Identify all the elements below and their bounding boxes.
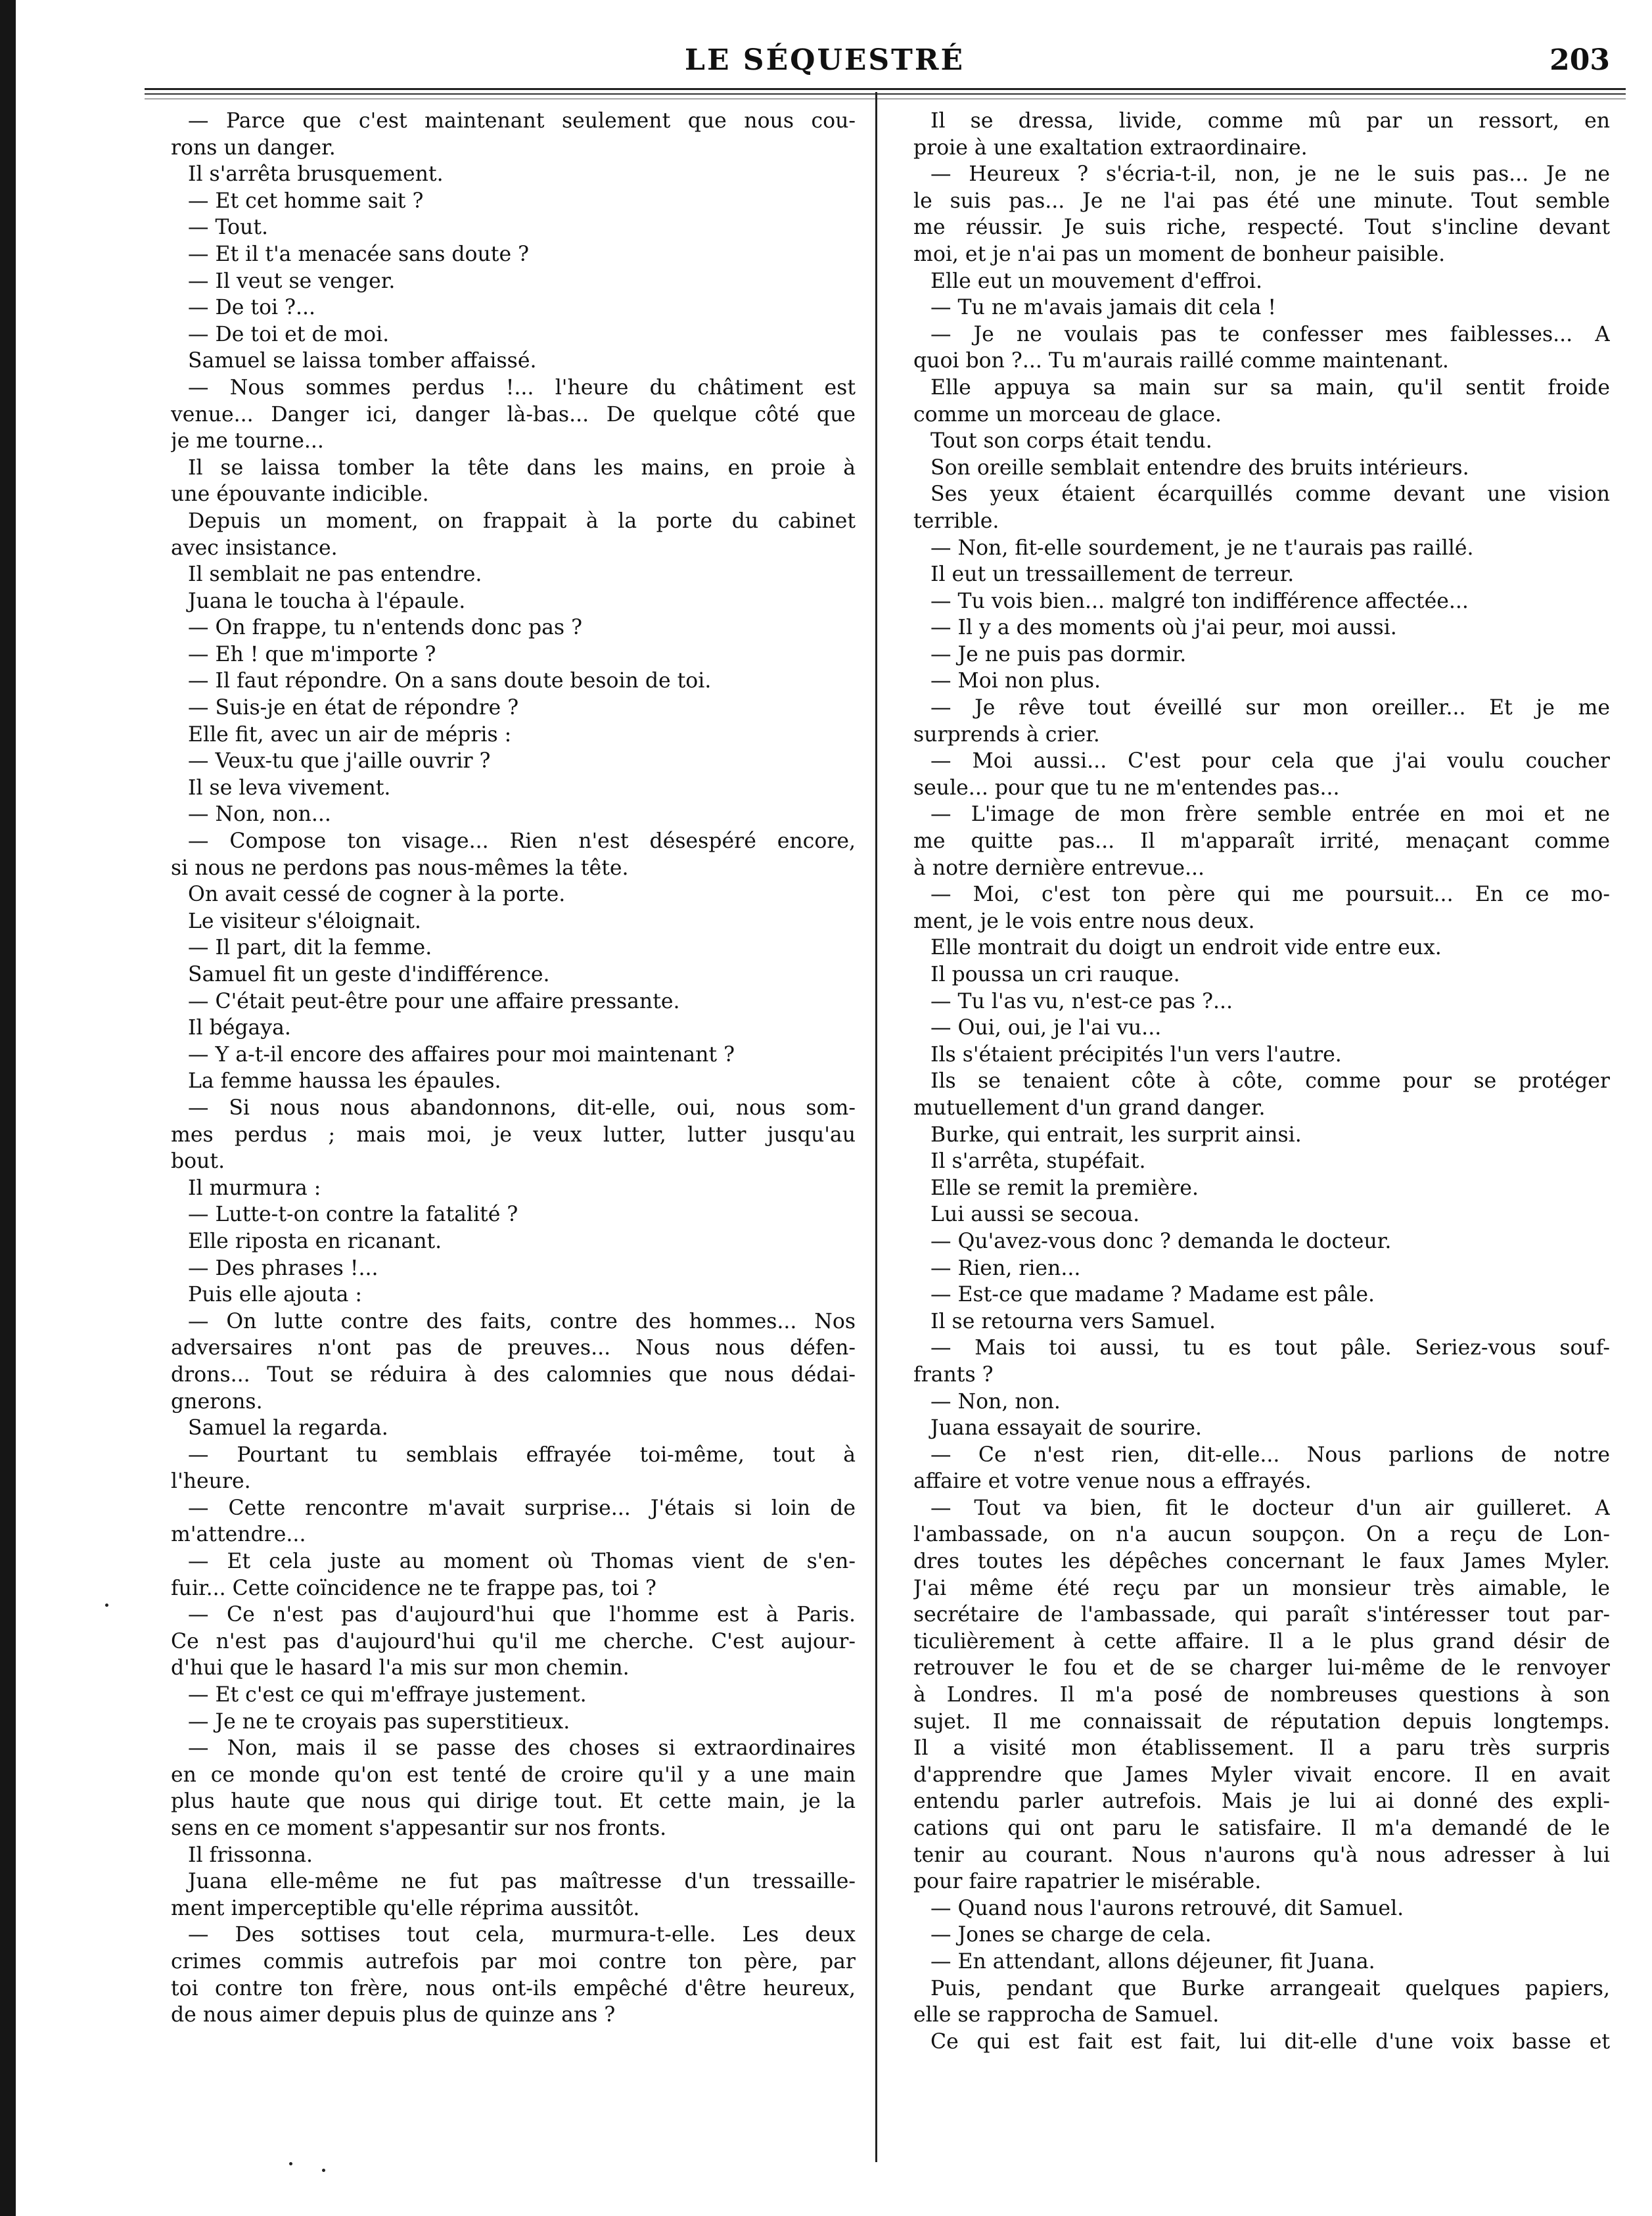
text-line: moi, et je n'ai pas un moment de bonheur paisible. [913,242,1446,266]
text-line: adversaires n'ont pas de preuves... Nous nous défen- [171,1336,856,1360]
text-line: Il semblait ne pas entendre. [188,563,482,587]
text-line: frants ? [913,1362,994,1387]
text-line: surprends à crier. [913,722,1100,747]
text-line: à notre dernière entrevue... [913,856,1205,880]
text-line: toi contre ton frère, nous ont-ils empêché d'être heureux, [171,1976,856,2000]
text-line: — Non, mais il se passe des choses si extraordinaires [188,1736,856,1761]
text-line: — Tu l'as vu, n'est-ce pas ?... [930,989,1233,1013]
text-line: — Non, fit-elle sourdement, je ne t'aurais pas raillé. [930,536,1474,560]
text-line: — Et cet homme sait ? [188,189,424,213]
text-line: Il murmura : [188,1176,321,1200]
text-line: Puis, pendant que Burke arrangeait quelques papiers, [930,1976,1610,2000]
text-line: — Je ne voulais pas te confesser mes faiblesses... A [930,322,1610,346]
text-line: Samuel se laissa tomber affaissé. [188,349,537,373]
text-line: le suis pas... Je ne l'ai pas été une minute. Tout semble [913,189,1610,213]
text-line: — Il part, dit la femme. [188,936,432,960]
text-line: ticulièrement à cette affaire. Il a le plus grand désir de [913,1629,1610,1653]
text-line: secrétaire de l'ambassade, qui paraît s'intéresser tout par- [913,1603,1610,1627]
text-line: drons... Tout se réduira à des calomnies que nous dédai- [171,1362,856,1387]
text-line: Il se laissa tomber la tête dans les mains, en proie à [188,455,856,480]
text-line: entendu parler autrefois. Mais je lui ai donné des expli- [913,1789,1610,1814]
text-line: rons un danger. [171,135,336,160]
text-line: si nous ne perdons pas nous-mêmes la tête. [171,856,629,880]
text-line: — Et cela juste au moment où Thomas vient de s'en- [188,1550,856,1574]
text-line: crimes commis autrefois par moi contre ton père, par [171,1949,856,1974]
text-line: Elle se remit la première. [930,1176,1199,1200]
text-line: Samuel fit un geste d'indifférence. [188,963,550,986]
text-line: — Ce n'est pas d'aujourd'hui que l'homme est à Paris. [188,1603,856,1627]
text-line: affaire et votre venue nous a effrayés. [913,1469,1312,1494]
text-line: retrouver le fou et de se charger lui-même de le renvoyer [913,1656,1610,1680]
text-line: me quitte pas... Il m'apparaît irrité, menaçant comme [913,829,1610,854]
text-line: de nous aimer depuis plus de quinze ans ? [171,2003,616,2027]
text-line: Ce n'est pas d'aujourd'hui qu'il me cherche. C'est aujour- [171,1629,856,1653]
text-line: — Mais toi aussi, tu es tout pâle. Seriez-vous souf- [930,1336,1610,1360]
text-line: Il s'arrêta, stupéfait. [930,1149,1146,1174]
text-line: seule... pour que tu ne m'entendes pas... [913,775,1340,800]
text-line: — Cette rencontre m'avait surprise... J'étais si loin de [188,1496,856,1520]
text-line: bout. [171,1149,225,1174]
text-line: avec insistance. [171,536,338,560]
text-line: — Oui, oui, je l'ai vu... [930,1016,1162,1040]
text-line: Il frissonna. [188,1843,313,1867]
text-line: — Pourtant tu semblais effrayée toi-même, tout à [188,1443,856,1467]
text-line: — L'image de mon frère semble entrée en moi et ne [930,802,1610,827]
text-line: comme un morceau de glace. [913,402,1222,427]
text-line: dres toutes les dépêches concernant le faux James Myler. [913,1550,1610,1574]
text-line: plus haute que nous qui dirige tout. Et cette main, je la [171,1789,856,1814]
text-line: — Veux-tu que j'aille ouvrir ? [188,749,491,773]
text-line: je me tourne... [171,429,324,453]
text-line: — Heureux ? s'écria-t-il, non, je ne le suis pas... Je ne [930,162,1610,187]
text-line: — Compose ton visage... Rien n'est désespéré encore, [188,829,856,854]
text-line: — Y a-t-il encore des affaires pour moi maintenant ? [188,1042,735,1067]
text-line: La femme haussa les épaules. [188,1069,501,1094]
text-line: Le visiteur s'éloignait. [188,909,421,933]
text-line: Elle fit, avec un air de mépris : [188,722,512,747]
text-line: Lui aussi se secoua. [930,1203,1140,1227]
text-line: — Non, non... [188,802,331,827]
left-text-column [171,108,856,2145]
text-line: quoi bon ?... Tu m'aurais raillé comme maintenant. [913,349,1449,373]
text-line: — Je ne te croyais pas superstitieux. [188,1709,570,1734]
text-line: Il se retourna vers Samuel. [930,1309,1216,1333]
text-line: — Tout. [188,216,269,240]
running-title: LE SÉQUESTRÉ [685,43,965,77]
running-header [39,33,1610,92]
text-line: J'ai même été reçu par un monsieur très aimable, le [913,1576,1610,1600]
text-line: — Moi, c'est ton père qui me poursuit... En ce mo- [930,883,1610,907]
text-line: Il bégaya. [188,1016,291,1040]
text-line: — Tu ne m'avais jamais dit cela ! [930,296,1277,320]
column-divider [875,92,877,2162]
text-line: — On lutte contre des faits, contre des hommes... Nos [188,1309,856,1333]
text-line: Burke, qui entrait, les surprit ainsi. [930,1122,1302,1147]
text-line: — Qu'avez-vous donc ? demanda le docteur. [930,1229,1392,1253]
text-line: — Et il t'a menacée sans doute ? [188,242,529,266]
text-line: elle se rapprocha de Samuel. [913,2003,1220,2027]
text-line: mutuellement d'un grand danger. [913,1096,1266,1120]
text-line: — Moi aussi... C'est pour cela que j'ai voulu coucher [930,749,1610,773]
text-line: proie à une exaltation extraordinaire. [913,135,1308,160]
text-line: — De toi et de moi. [188,322,390,346]
text-line: Depuis un moment, on frappait à la porte du cabinet [188,509,856,533]
text-line: — Il y a des moments où j'ai peur, moi aussi. [930,616,1397,640]
text-line: l'ambassade, on n'a aucun soupçon. On a reçu de Lon- [913,1523,1610,1547]
text-line: — Tu vois bien... malgré ton indifférence affectée... [930,589,1469,613]
text-line: Elle eut un mouvement d'effroi. [930,269,1262,293]
text-line: — Suis-je en état de répondre ? [188,696,519,720]
text-line: venue... Danger ici, danger là-bas... De quelque côté que [171,402,856,427]
text-line: — Et c'est ce qui m'effraye justement. [188,1683,587,1707]
text-line: d'hui que le hasard l'a mis sur mon chemin. [171,1656,630,1680]
header-rule [145,88,1626,90]
text-line: — Quand nous l'aurons retrouvé, dit Samuel. [930,1896,1404,1920]
text-line: — Il faut répondre. On a sans doute besoin de toi. [188,669,712,693]
text-line: — En attendant, allons déjeuner, fit Juana. [930,1949,1375,1974]
text-line: Juana elle-même ne fut pas maîtresse d'un tressaille- [188,1870,856,1894]
text-line: Il se dressa, livide, comme mû par un ressort, en [930,109,1610,133]
right-text-column [913,108,1610,2145]
text-line: sens en ce moment s'appesantir sur nos fronts. [171,1816,667,1840]
text-line: Juana le toucha à l'épaule. [188,589,466,613]
text-line: en ce monde qu'on est tenté de croire qu'il y a une main [171,1763,856,1787]
text-line: une épouvante indicible. [171,482,429,507]
text-line: pour faire rapatrier le misérable. [913,1870,1262,1894]
text-line: — Nous sommes perdus !... l'heure du châtiment est [188,375,856,400]
text-line: me réussir. Je suis riche, respecté. Tout s'incline devant [913,216,1610,240]
text-line: — Ce n'est rien, dit-elle... Nous parlions de notre [930,1443,1610,1467]
text-line: ment, je le vois entre nous deux. [913,909,1255,933]
text-line: — Des sottises tout cela, murmura-t-elle. Les deux [188,1923,856,1947]
text-line: — Jones se charge de cela. [930,1923,1212,1947]
text-line: — Parce que c'est maintenant seulement que nous cou- [188,109,856,133]
text-line: mes perdus ; mais moi, je veux lutter, lutter jusqu'au [171,1122,856,1147]
print-speck [322,2169,325,2172]
text-line: Elle appuya sa main sur sa main, qu'il sentit froide [930,375,1610,400]
text-line: — On frappe, tu n'entends donc pas ? [188,616,582,640]
text-line: l'heure. [171,1469,251,1494]
print-speck [289,2162,292,2165]
text-line: — Est-ce que madame ? Madame est pâle. [930,1283,1375,1307]
header-rule [145,93,1626,95]
text-line: — De toi ?... [188,296,316,320]
text-line: — Tout va bien, fit le docteur d'un air guilleret. A [930,1496,1610,1520]
text-line: — Rien, rien... [930,1256,1081,1280]
text-line: Son oreille semblait entendre des bruits intérieurs. [930,455,1469,480]
text-line: gnerons. [171,1389,263,1414]
text-line: Il s'arrêta brusquement. [188,162,444,187]
text-line: — Moi non plus. [930,669,1101,693]
text-line: Juana essayait de sourire. [930,1416,1202,1441]
text-line: Ses yeux étaient écarquillés comme devant une vision [930,482,1610,507]
print-speck [105,1604,108,1607]
text-line: Samuel la regarda. [188,1416,388,1441]
text-line: — Non, non. [930,1389,1061,1414]
text-line: m'attendre... [171,1523,306,1547]
text-line: Ce qui est fait est fait, lui dit-elle d'une voix basse et [930,2029,1610,2054]
text-line: — Je ne puis pas dormir. [930,642,1187,666]
text-line: à Londres. Il m'a posé de nombreuses questions à son [913,1683,1610,1707]
text-line: cations qui ont paru le satisfaire. Il m'a demandé de le [913,1816,1610,1840]
text-line: Puis elle ajouta : [188,1283,363,1307]
text-line: Il a visité mon établissement. Il a paru très surpris [913,1736,1610,1761]
text-line: — Si nous nous abandonnons, dit-elle, oui, nous som- [188,1096,856,1120]
text-line: Il poussa un cri rauque. [930,963,1180,986]
text-line: — Des phrases !... [188,1256,379,1280]
text-line: — Lutte-t-on contre la fatalité ? [188,1203,518,1227]
text-line: — Il veut se venger. [188,269,396,293]
text-line: Elle riposta en ricanant. [188,1229,442,1253]
text-line: On avait cessé de cogner à la porte. [188,883,566,907]
text-line: — Je rêve tout éveillé sur mon oreiller... Et je me [930,696,1610,720]
text-line: Elle montrait du doigt un endroit vide entre eux. [930,936,1442,960]
text-line: Tout son corps était tendu. [930,429,1212,453]
text-line: — C'était peut-être pour une affaire pressante. [188,989,680,1013]
text-line: fuir... Cette coïncidence ne te frappe pas, toi ? [171,1576,656,1600]
text-line: d'apprendre que James Myler vivait encore. Il en avait [913,1763,1610,1787]
text-line: Il eut un tressaillement de terreur. [930,563,1295,587]
text-line: sujet. Il me connaissait de réputation depuis longtemps. [913,1709,1610,1734]
text-line: Il se leva vivement. [188,775,391,800]
text-line: Ils se tenaient côte à côte, comme pour se protéger [930,1069,1610,1094]
page-number: 203 [1549,43,1610,77]
text-line: ment imperceptible qu'elle réprima aussitôt. [171,1896,640,1920]
text-line: — Eh ! que m'importe ? [188,642,436,666]
text-line: Ils s'étaient précipités l'un vers l'autre. [930,1042,1342,1067]
page-edge-shadow [0,0,16,2216]
text-line: tenir au courant. Nous n'aurons qu'à nous adresser à lui [913,1843,1610,1867]
text-line: terrible. [913,509,999,533]
